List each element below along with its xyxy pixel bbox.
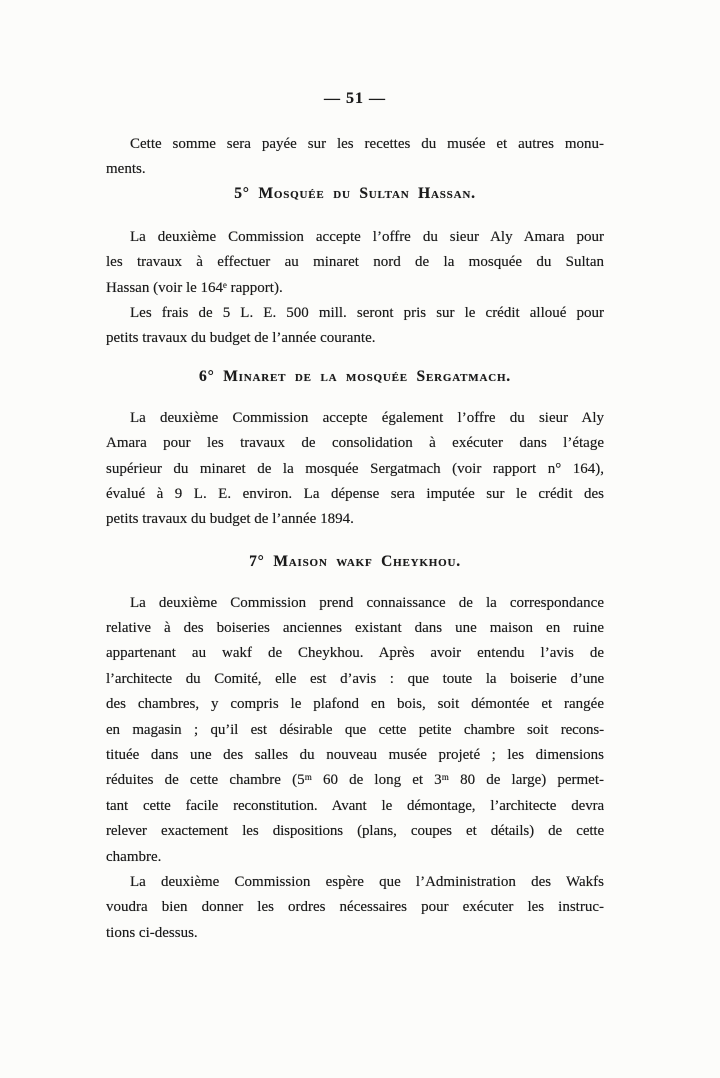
section-heading: 5° Mosquée du Sultan Hassan. bbox=[234, 184, 476, 202]
text-line: chambre. bbox=[106, 848, 162, 865]
text-line: Hassan (voir le 164ᵉ rapport). bbox=[106, 279, 283, 296]
text-line: ments. bbox=[106, 161, 146, 178]
text-line: appartenant au wakf de Cheykhou. Après avoir entendu l’avis de bbox=[106, 645, 604, 662]
text-line: les travaux à effectuer au minaret nord de la mosquée du Sultan bbox=[106, 254, 604, 271]
text-line: l’architecte du Comité, elle est d’avis : que toute la boiserie d’une bbox=[106, 670, 604, 687]
paragraph bbox=[106, 132, 604, 183]
text-line: La deuxième Commission prend connaissance de la correspondance bbox=[130, 594, 604, 611]
text-line: relever exactement les dispositions (plans, coupes et détails) de cette bbox=[106, 823, 604, 840]
text-line: supérieur du minaret de la mosquée Sergatmach (voir rapport n° 164), bbox=[106, 460, 604, 477]
text-line: évalué à 9 L. E. environ. La dépense sera imputée sur le crédit des bbox=[106, 485, 604, 502]
text-line: relative à des boiseries anciennes existant dans une maison en ruine bbox=[106, 620, 604, 637]
text-line: en magasin ; qu’il est désirable que cette petite chambre soit recons- bbox=[106, 721, 604, 738]
paragraph bbox=[106, 591, 604, 870]
text-line: petits travaux du budget de l’année 1894. bbox=[106, 511, 354, 528]
paragraph bbox=[106, 870, 604, 946]
paragraph bbox=[106, 225, 604, 301]
text-line: tant cette facile reconstitution. Avant le démontage, l’architecte devra bbox=[106, 797, 604, 814]
text-line: petits travaux du budget de l’année courante. bbox=[106, 330, 376, 347]
text-line: Les frais de 5 L. E. 500 mill. seront pris sur le crédit alloué pour bbox=[130, 304, 604, 321]
text-line: Cette somme sera payée sur les recettes du musée et autres monu- bbox=[130, 136, 604, 152]
page-body bbox=[106, 132, 604, 946]
text-line: des chambres, y compris le plafond en bois, soit démontée et rangée bbox=[106, 696, 604, 713]
paragraph bbox=[106, 406, 604, 533]
text-line: Amara pour les travaux de consolidation à exécuter dans l’étage bbox=[106, 435, 604, 452]
text-line: voudra bien donner les ordres nécessaires pour exécuter les instruc- bbox=[106, 899, 604, 916]
text-line: La deuxième Commission accepte l’offre du sieur Aly Amara pour bbox=[130, 228, 604, 245]
paragraph bbox=[106, 301, 604, 352]
text-line: tions ci-dessus. bbox=[106, 924, 198, 941]
section-heading: 7° Maison wakf Cheykhou. bbox=[249, 552, 461, 570]
section-heading: 6° Minaret de la mosquée Sergatmach. bbox=[199, 367, 511, 385]
text-line: La deuxième Commission accepte également l’offre du sieur Aly bbox=[130, 409, 604, 426]
text-line: réduites de cette chambre (5ᵐ 60 de long et 3ᵐ 80 de large) permet- bbox=[106, 772, 604, 789]
text-line: La deuxième Commission espère que l’Administration des Wakfs bbox=[130, 873, 604, 890]
text-line: tituée dans une des salles du nouveau musée projeté ; les dimensions bbox=[106, 747, 604, 764]
page-number: — 51 — bbox=[324, 90, 386, 107]
